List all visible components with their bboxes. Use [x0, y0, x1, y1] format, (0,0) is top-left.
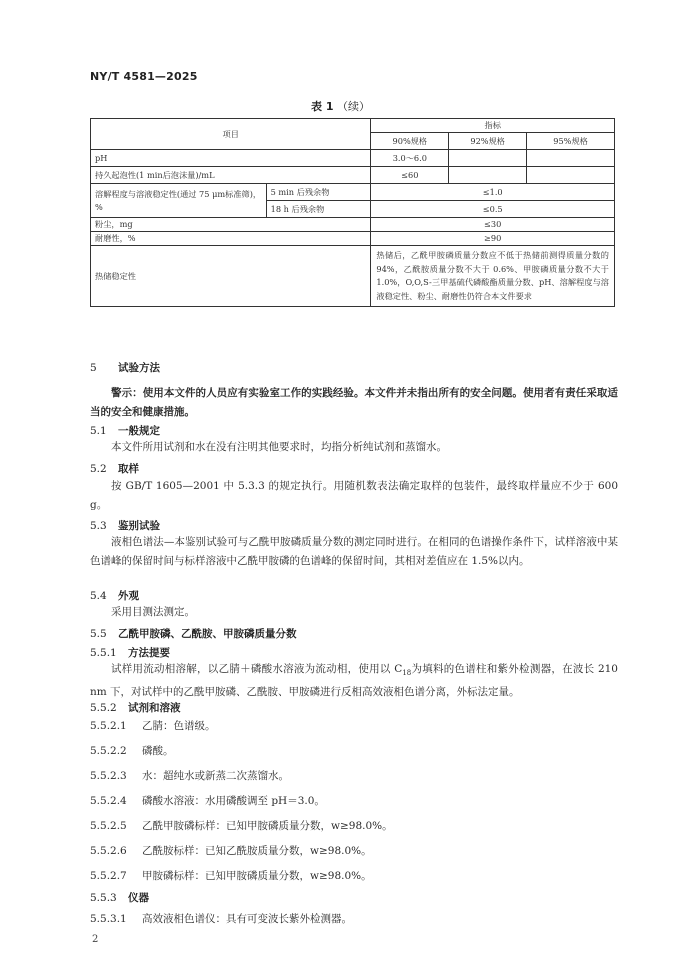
table-caption-continued: （续）	[336, 100, 370, 113]
list-item: 5.5.2.1 乙腈：色谱级。	[90, 720, 216, 732]
standard-code: NY/T 4581—2025	[90, 70, 198, 83]
safety-warning: 警示：使用本文件的人员应有实验室工作的实践经验。本文件并未指出所有的安全问题。使用者有责任采取适当的安全和健康措施。	[90, 387, 618, 418]
section-number: 5.1	[90, 425, 107, 437]
header-grade-92: 92%规格	[449, 133, 527, 150]
section-title: 一般规定	[118, 425, 160, 437]
section-5-5-3-heading	[90, 890, 149, 905]
section-title: 乙酰甲胺磷、乙酰胺、甲胺磷质量分数	[118, 628, 297, 640]
row-label-ph: pH	[91, 150, 371, 167]
table-row	[91, 232, 615, 246]
list-item: 5.5.2.5 乙酰甲胺磷标样：已知甲胺磷质量分数，w≥98.0%。	[90, 820, 393, 832]
row-label-attrition: 耐磨性，%	[91, 232, 371, 246]
row-label-residue-5min: 5 min 后残余物	[266, 184, 371, 201]
header-index: 指标	[371, 119, 615, 133]
row-value-attrition: ≥90	[371, 232, 615, 246]
table-row	[91, 218, 615, 232]
row-value-ph: 3.0～6.0	[371, 150, 449, 167]
section-5-1-heading	[90, 423, 160, 438]
table-caption-label: 表 1	[311, 100, 334, 113]
row-value-foam: ≤60	[371, 167, 449, 184]
row-label-heat-storage: 热储稳定性	[91, 246, 371, 307]
list-item: 5.5.2.3 水：超纯水或新蒸二次蒸馏水。	[90, 770, 289, 782]
table-row	[91, 246, 615, 307]
row-value-heat-storage: 热储后，乙酰甲胺磷质量分数应不低于热储前测得质量分数的 94%，乙酰胺质量分数不大于 0.6%、甲胺磷质量分数不大于 1.0%，O,O,S-三甲基硫代磷酸酯质量分数、pH、溶解程度与溶液稳定性、粉尘、耐磨性仍符合本文件要求	[371, 246, 615, 307]
row-value-residue-5min: ≤1.0	[371, 184, 615, 201]
table-row	[91, 184, 615, 201]
section-title: 仪器	[128, 892, 149, 904]
subscript: 18	[402, 669, 412, 678]
row-value-residue-18h: ≤0.5	[371, 201, 615, 218]
header-grade-90: 90%规格	[371, 133, 449, 150]
page-number: 2	[92, 934, 99, 945]
section-title: 方法提要	[128, 647, 170, 659]
list-item: 5.5.2.4 磷酸水溶液：水用磷酸调至 pH＝3.0。	[90, 795, 325, 807]
section-number: 5	[90, 362, 97, 374]
section-title: 试剂和溶液	[128, 702, 181, 714]
section-5-2-text: 按 GB/T 1605—2001 中 5.3.3 的规定执行。用随机数表法确定取样的包装件，最终取样量应不少于 600 g。	[90, 480, 618, 511]
row-label-foam: 持久起泡性(1 min后泡沫量)/mL	[91, 167, 371, 184]
section-5-3-text: 液相色谱法—本鉴别试验可与乙酰甲胺磷质量分数的测定同时进行。在相同的色谱操作条件下，试样溶液中某色谱峰的保留时间与标样溶液中乙酰甲胺磷的色谱峰的保留时间，其相对差值应在 1.5%以内。	[90, 536, 618, 567]
row-label-dust: 粉尘，mg	[91, 218, 371, 232]
header-grade-95: 95%规格	[527, 133, 615, 150]
table-row	[91, 167, 615, 184]
table-caption	[0, 98, 681, 114]
section-number: 5.2	[90, 463, 107, 475]
list-item: 5.5.2.6 乙酰胺标样：已知乙酰胺质量分数，w≥98.0%。	[90, 845, 372, 857]
section-title: 鉴别试验	[118, 520, 160, 532]
section-5-4-heading	[90, 588, 139, 603]
table-header-row	[91, 119, 615, 133]
list-item: 5.5.2.2 磷酸。	[90, 745, 174, 757]
row-label-residue-18h: 18 h 后残余物	[266, 201, 371, 218]
section-title: 取样	[118, 463, 139, 475]
list-item: 5.5.2.7 甲胺磷标样：已知甲胺磷质量分数，w≥98.0%。	[90, 870, 372, 882]
section-5-5-1-text: 试样用流动相溶解，以乙腈＋磷酸水溶液为流动相，使用以 $C_{18}$为填料的色谱柱和紫外检测器，在波长 210 nm 下，对试样中的乙酰甲胺磷、乙酰胺、甲胺磷进行反相高效液相色谱分离，外标法定量。	[90, 663, 618, 699]
section-number: 5.5.1	[90, 647, 117, 659]
spec-table	[90, 118, 615, 307]
section-5-4-text: 采用目测法测定。	[111, 606, 195, 618]
section-number: 5.5.3	[90, 892, 117, 904]
list-item: 5.5.3.1 高效液相色谱仪：具有可变波长紫外检测器。	[90, 913, 352, 925]
section-number: 5.4	[90, 590, 107, 602]
row-label-dissolve: 溶解程度与溶液稳定性(通过 75 μm标准筛)，%	[91, 184, 267, 218]
section-5-1-text: 本文件所用试剂和水在没有注明其他要求时，均指分析纯试剂和蒸馏水。	[111, 441, 447, 453]
section-number: 5.3	[90, 520, 107, 532]
section-title: 外观	[118, 590, 139, 602]
section-5-5-2-heading	[90, 700, 181, 715]
section-number: 5.5	[90, 628, 107, 640]
section-5-5-1-heading	[90, 645, 170, 660]
section-5-2-heading	[90, 461, 139, 476]
table-row	[91, 150, 615, 167]
section-5-heading	[90, 360, 160, 375]
section-title: 试验方法	[118, 362, 160, 374]
section-5-5-heading	[90, 626, 297, 641]
section-5-3-heading	[90, 518, 160, 533]
row-value-dust: ≤30	[371, 218, 615, 232]
header-item: 项目	[91, 119, 371, 150]
section-number: 5.5.2	[90, 702, 117, 714]
